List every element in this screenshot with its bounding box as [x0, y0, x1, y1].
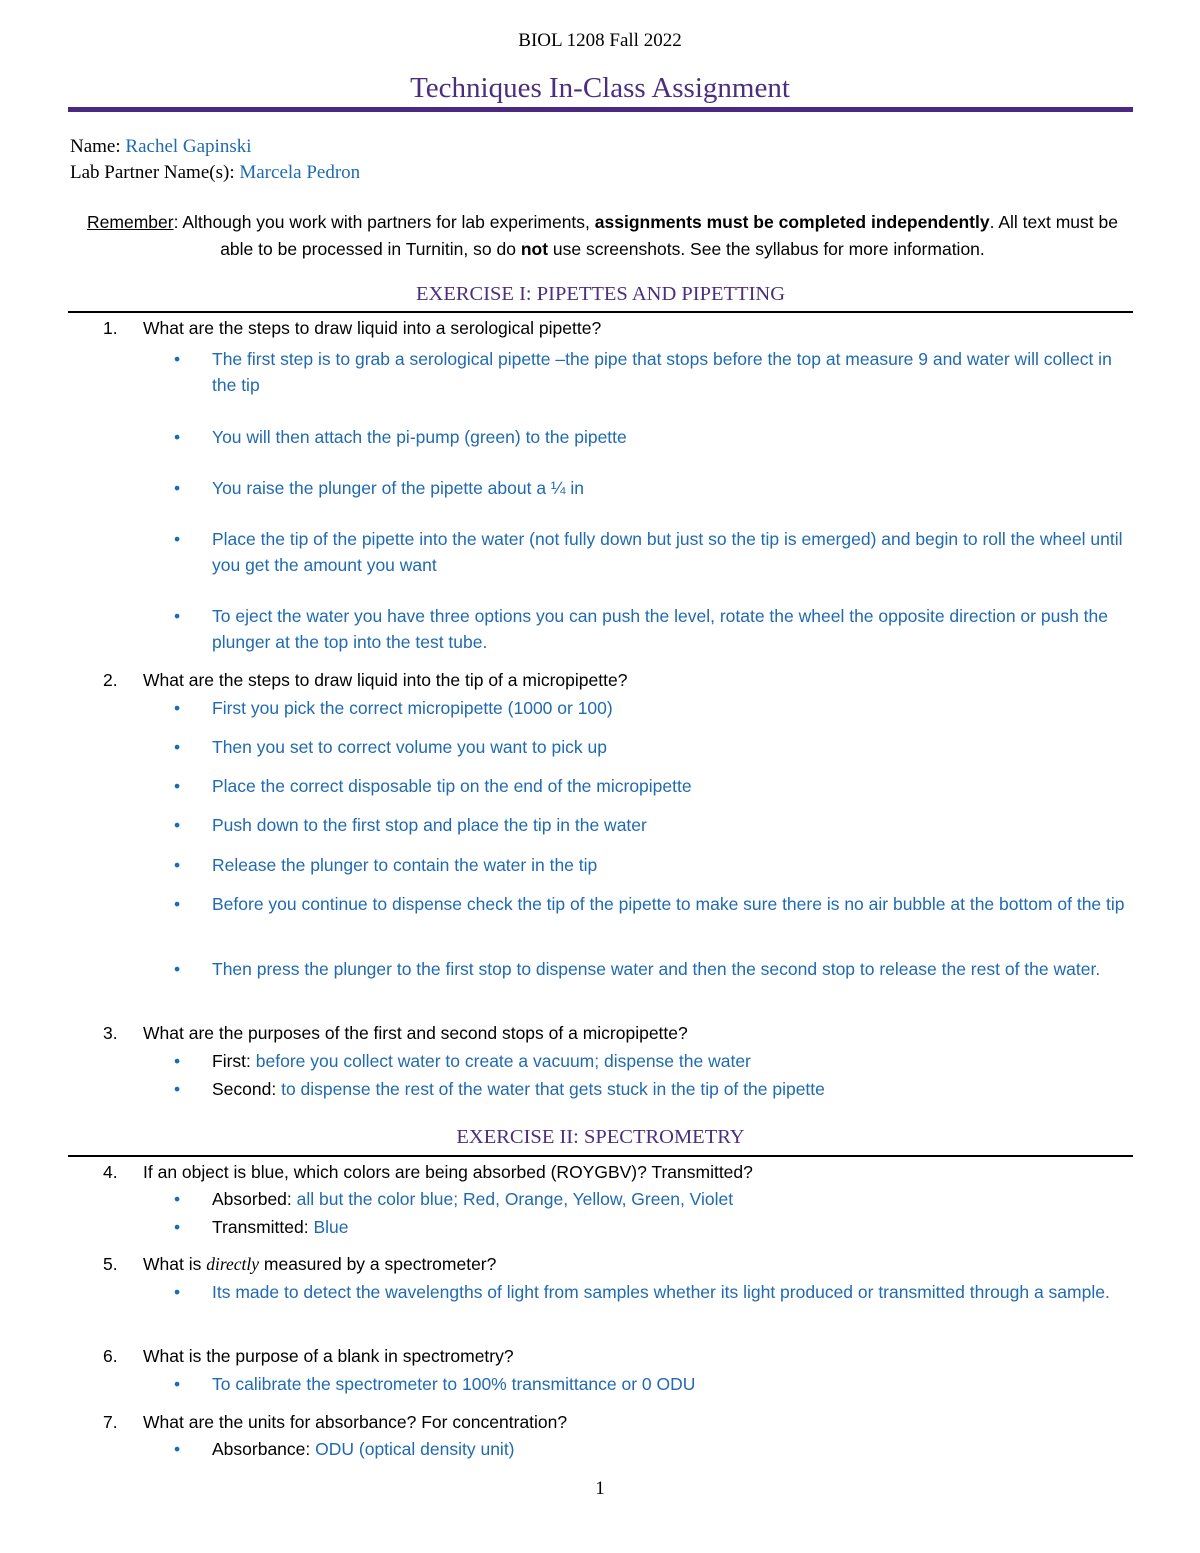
remember-notice: Remember: Although you work with partners for lab experiments, assignments must be completed independently. All text must be able to be processed in Turnitin, so do not use screenshots. See the syllabus for more information. — [87, 212, 1118, 259]
answer-bullet: • You raise the plunger of the pipette about a ¼ in — [174, 478, 584, 498]
name-label: Name: — [70, 136, 121, 157]
answer-bullet: • Absorbed: all but the color blue; Red, Orange, Yellow, Green, Violet — [174, 1189, 734, 1209]
question-text: What are the units for absorbance? For concentration? — [143, 1412, 568, 1432]
question-5: 5. What is directly measured by a spectrometer? — [103, 1251, 1133, 1277]
question-number: 5. — [103, 1254, 118, 1274]
answer-bullet: • Transmitted: Blue — [174, 1217, 349, 1237]
partner-name-line — [70, 162, 360, 184]
answer-bullet: • To eject the water you have three options you can push the level, rotate the wheel the opposite direction or push the plunger at the top into the test tube. — [174, 606, 1108, 652]
answer-bullet: • Place the correct disposable tip on the end of the micropipette — [174, 776, 692, 796]
answer-bullet: • Push down to the first stop and place the tip in the water — [174, 815, 647, 835]
page-title: Techniques In-Class Assignment — [410, 72, 790, 104]
answer-bullet: • Then you set to correct volume you want to pick up — [174, 737, 607, 757]
question-number: 2. — [103, 670, 118, 690]
page-number: 1 — [595, 1478, 605, 1499]
answer-bullet: • First: before you collect water to create a vacuum; dispense the water — [174, 1051, 751, 1071]
answer-bullet: • Before you continue to dispense check the tip of the pipette to make sure there is no air bubble at the bottom of the tip — [174, 894, 1125, 914]
section-divider — [68, 1155, 1133, 1157]
remember-label: Remember — [87, 212, 174, 232]
answer-bullet: • Place the tip of the pipette into the water (not fully down but just so the tip is emerged) and begin to roll the wheel until you get the amount you want — [174, 529, 1123, 575]
partner-value: Marcela Pedron — [239, 162, 361, 183]
answer-bullet: • Its made to detect the wavelengths of light from samples whether its light produced or transmitted through a sample. — [174, 1282, 1110, 1302]
question-7 — [103, 1409, 1133, 1435]
question-1 — [103, 315, 1133, 341]
question-number: 4. — [103, 1162, 118, 1182]
course-header: BIOL 1208 Fall 2022 — [518, 30, 682, 51]
question-text: What are the steps to draw liquid into the tip of a micropipette? — [143, 670, 628, 690]
question-text: What are the purposes of the first and second stops of a micropipette? — [143, 1023, 688, 1043]
question-3 — [103, 1020, 1133, 1046]
answer-bullet: • Absorbance: ODU (optical density unit) — [174, 1439, 515, 1459]
question-2 — [103, 667, 1133, 693]
answer-bullet: • Second: to dispense the rest of the water that gets stuck in the tip of the pipette — [174, 1079, 825, 1099]
name-value: Rachel Gapinski — [125, 136, 252, 157]
question-number: 7. — [103, 1412, 118, 1432]
question-text: What is the purpose of a blank in spectrometry? — [143, 1346, 514, 1366]
student-name-line — [70, 136, 252, 158]
answer-bullet: • Release the plunger to contain the water in the tip — [174, 855, 598, 875]
question-number: 6. — [103, 1346, 118, 1366]
section-heading-exercise-2: EXERCISE II: SPECTROMETRY — [456, 1126, 745, 1148]
question-6 — [103, 1343, 1133, 1369]
question-number: 1. — [103, 318, 118, 338]
answer-bullet: • Then press the plunger to the first stop to dispense water and then the second stop to release the rest of the water. — [174, 959, 1101, 979]
question-text: If an object is blue, which colors are being absorbed (ROYGBV)? Transmitted? — [143, 1162, 753, 1182]
question-text: What are the steps to draw liquid into a serological pipette? — [143, 318, 602, 338]
answer-bullet: • The first step is to grab a serological pipette –the pipe that stops before the top at measure 9 and water will collect in the tip — [174, 349, 1112, 395]
partner-label: Lab Partner Name(s): — [70, 162, 235, 183]
title-divider — [68, 107, 1133, 112]
answer-bullet: • First you pick the correct micropipette (1000 or 100) — [174, 698, 613, 718]
section-heading-exercise-1: EXERCISE I: PIPETTES AND PIPETTING — [416, 283, 785, 305]
answer-bullet: • To calibrate the spectrometer to 100% transmittance or 0 ODU — [174, 1374, 696, 1394]
question-4 — [103, 1159, 1133, 1185]
question-number: 3. — [103, 1023, 118, 1043]
section-divider — [68, 311, 1133, 313]
answer-bullet: • You will then attach the pi-pump (green) to the pipette — [174, 427, 627, 447]
